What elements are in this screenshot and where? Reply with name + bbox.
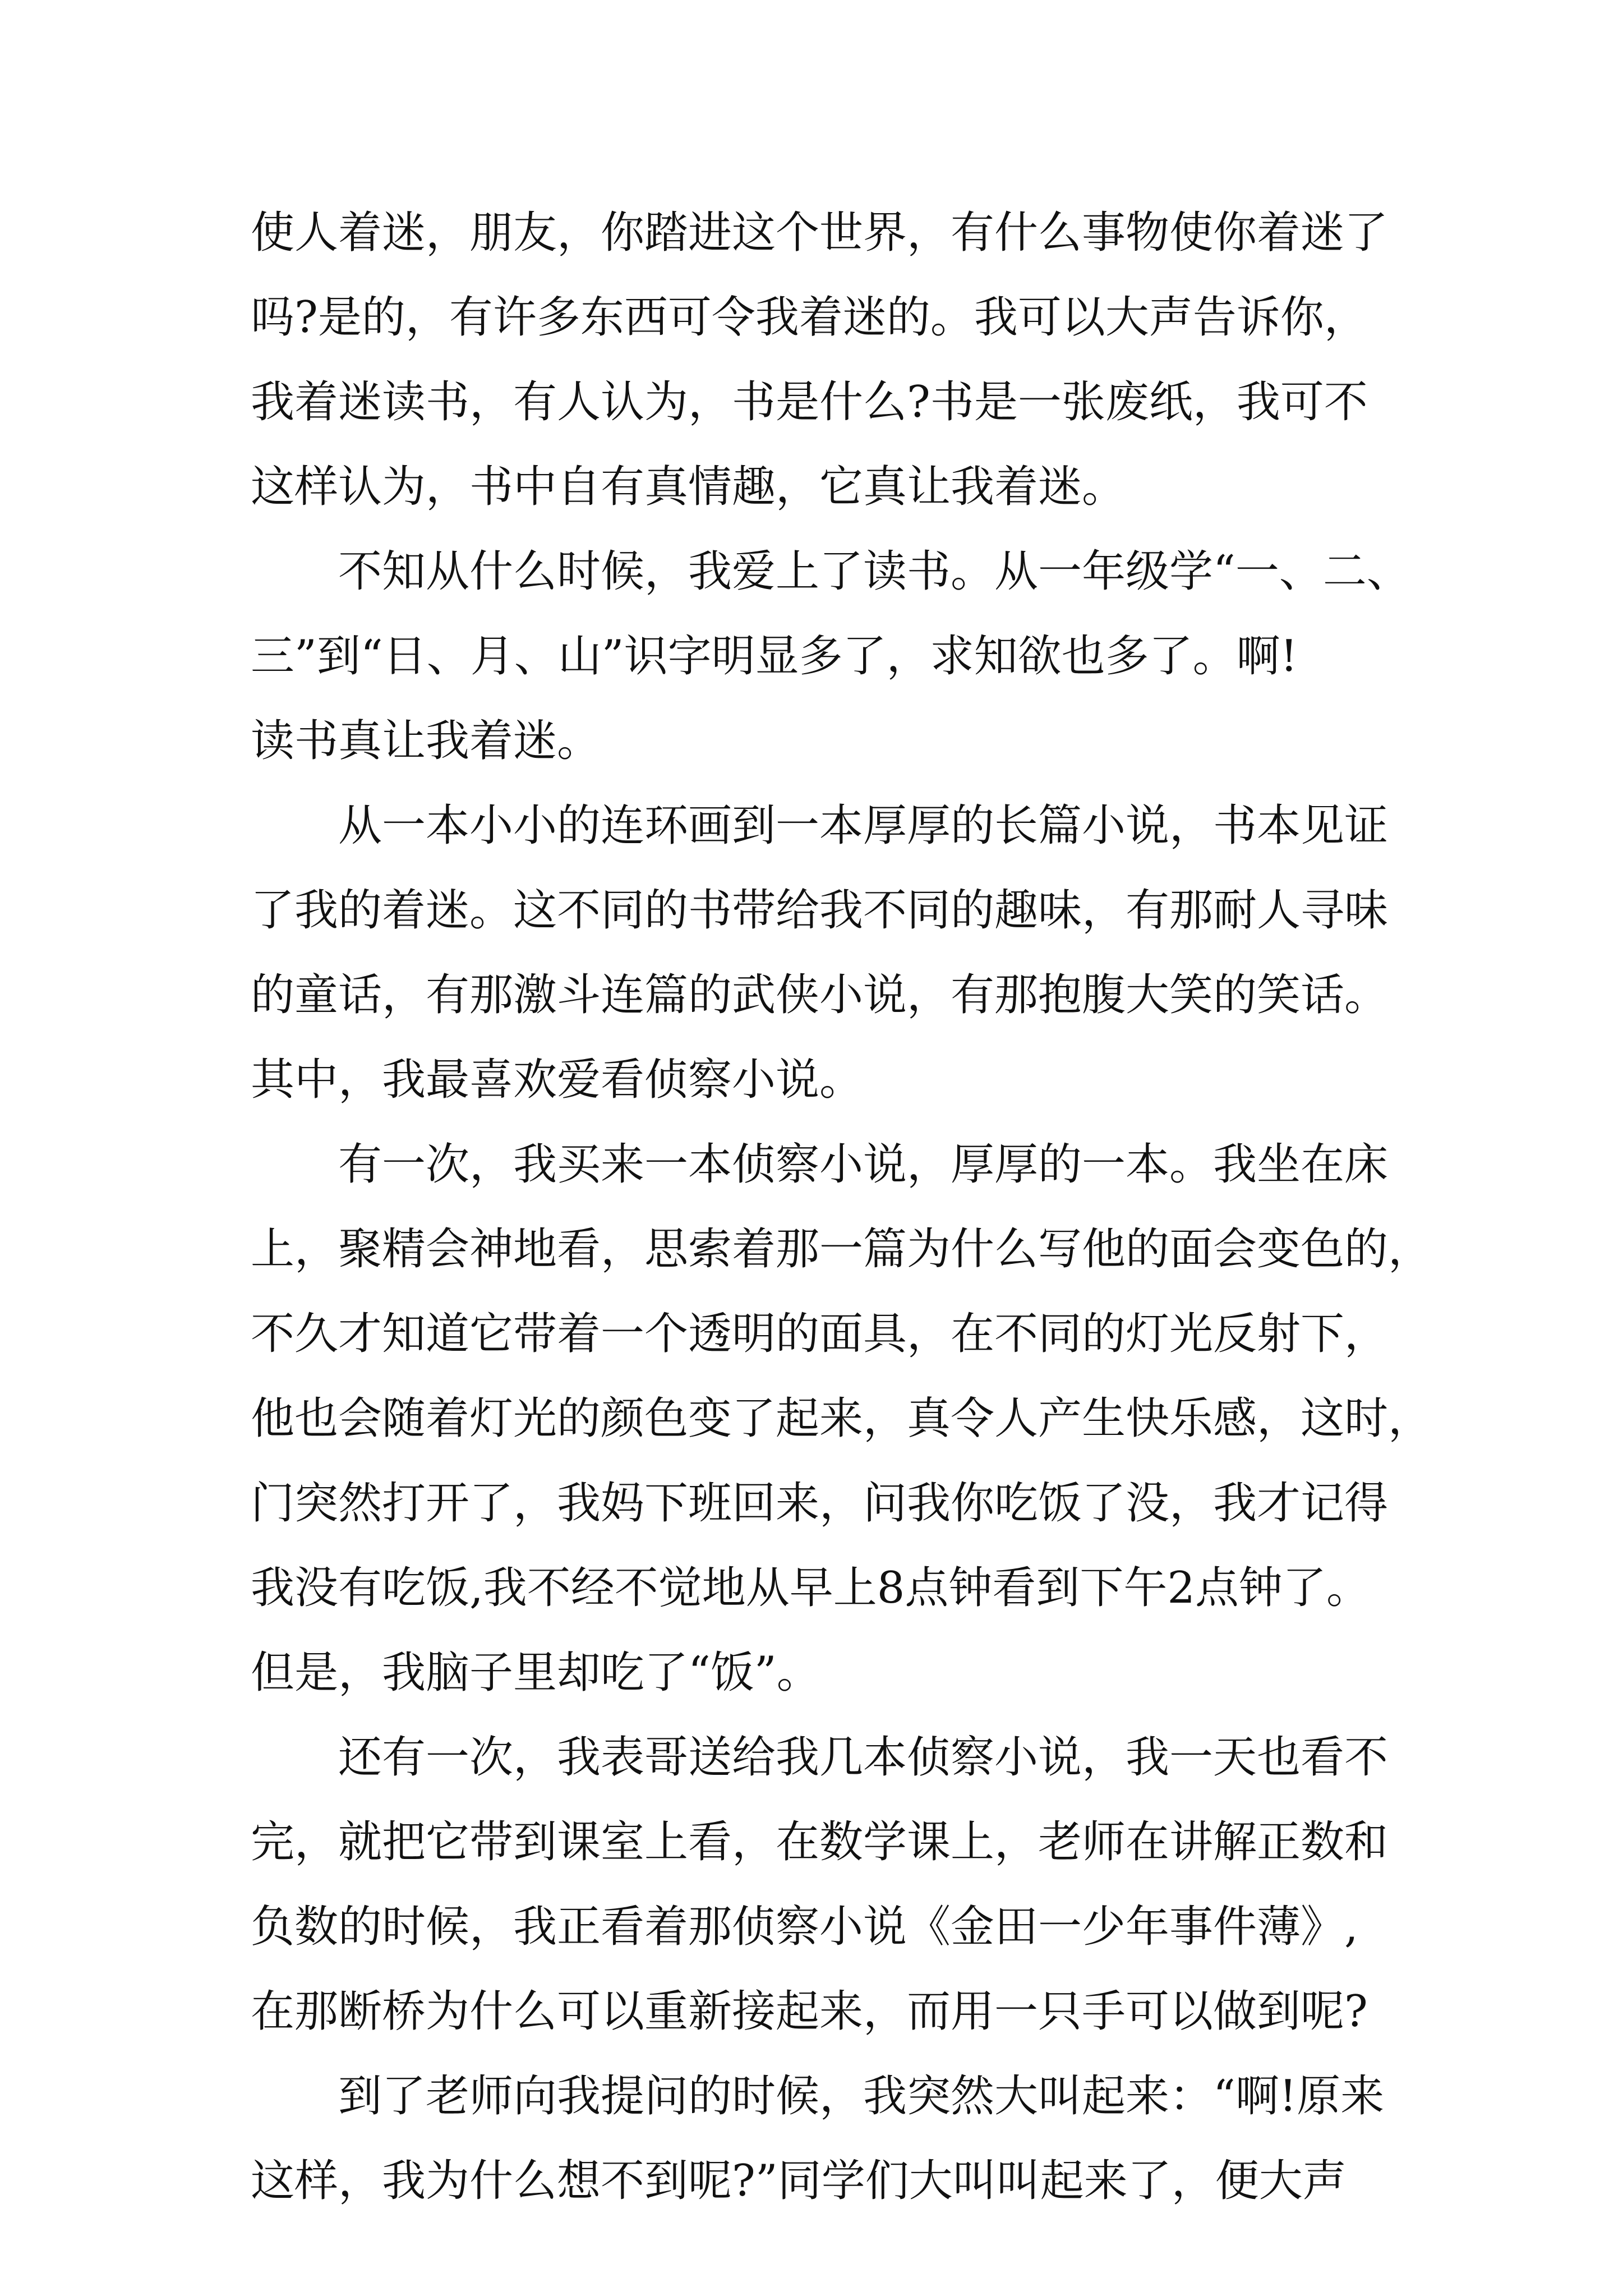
paragraph	[251, 1715, 1406, 2054]
text-line: 有一次，我买来一本侦察小说，厚厚的一本。我坐在床	[338, 1139, 1389, 1190]
paragraph	[251, 784, 1406, 1122]
text-line: 我着迷读书，有人认为，书是什么?书是一张废纸，我可不	[251, 377, 1368, 427]
text-line: 了我的着迷。这不同的书带给我不同的趣味，有那耐人寻味	[251, 885, 1389, 936]
text-line: 的童话，有那激斗连篇的武侠小说，有那抱腹大笑的笑话。	[251, 970, 1389, 1020]
text-line: 从一本小小的连环画到一本厚厚的长篇小说，书本见证	[338, 800, 1389, 851]
paragraph	[251, 1122, 1432, 1715]
text-line: 使人着迷，朋友，你踏进这个世界，有什么事物使你着迷了	[251, 208, 1389, 258]
text-line: 不知从什么时候，我爱上了读书。从一年级学“一、二、	[338, 546, 1410, 597]
document-page	[251, 191, 1432, 2224]
text-line: 完，就把它带到课室上看，在数学课上，老师在讲解正数和	[251, 1817, 1389, 1867]
text-line: 但是，我脑子里却吃了“饭”。	[251, 1648, 820, 1698]
text-line: 其中，我最喜欢爱看侦察小说。	[251, 1055, 864, 1105]
text-line: 读书真让我着迷。	[251, 716, 601, 766]
paragraph	[251, 2054, 1406, 2224]
text-line: 门突然打开了，我妈下班回来，问我你吃饭了没，我才记得	[251, 1478, 1389, 1529]
text-line: 还有一次，我表哥送给我几本侦察小说，我一天也看不	[338, 1732, 1389, 1783]
text-line: 在那断桥为什么可以重新接起来，而用一只手可以做到呢?	[251, 1986, 1368, 2037]
text-line: 他也会随着灯光的颜色变了起来，真令人产生快乐感，这时，	[251, 1393, 1432, 1444]
text-line: 三”到“日、月、山”识字明显多了，求知欲也多了。啊!	[251, 631, 1298, 682]
text-line: 不久才知道它带着一个透明的面具，在不同的灯光反射下，	[251, 1309, 1389, 1359]
text-line: 这样，我为什么想不到呢?”同学们大叫叫起来了，便大声	[251, 2156, 1347, 2206]
text-line: 我没有吃饭,我不经不觉地从早上8点钟看到下午2点钟了。	[251, 1563, 1371, 1613]
paragraph	[251, 530, 1410, 784]
paragraph	[251, 191, 1406, 530]
text-line: 吗?是的，有许多东西可令我着迷的。我可以大声告诉你，	[251, 292, 1368, 343]
text-line: 到了老师向我提问的时候，我突然大叫起来：“啊!原来	[338, 2071, 1385, 2122]
text-line: 这样认为，书中自有真情趣，它真让我着迷。	[251, 462, 1126, 512]
text-line: 负数的时候，我正看着那侦察小说《金田一少年事件薄》,	[251, 1902, 1358, 1952]
text-line: 上，聚精会神地看，思索着那一篇为什么写他的面会变色的，	[251, 1224, 1432, 1274]
